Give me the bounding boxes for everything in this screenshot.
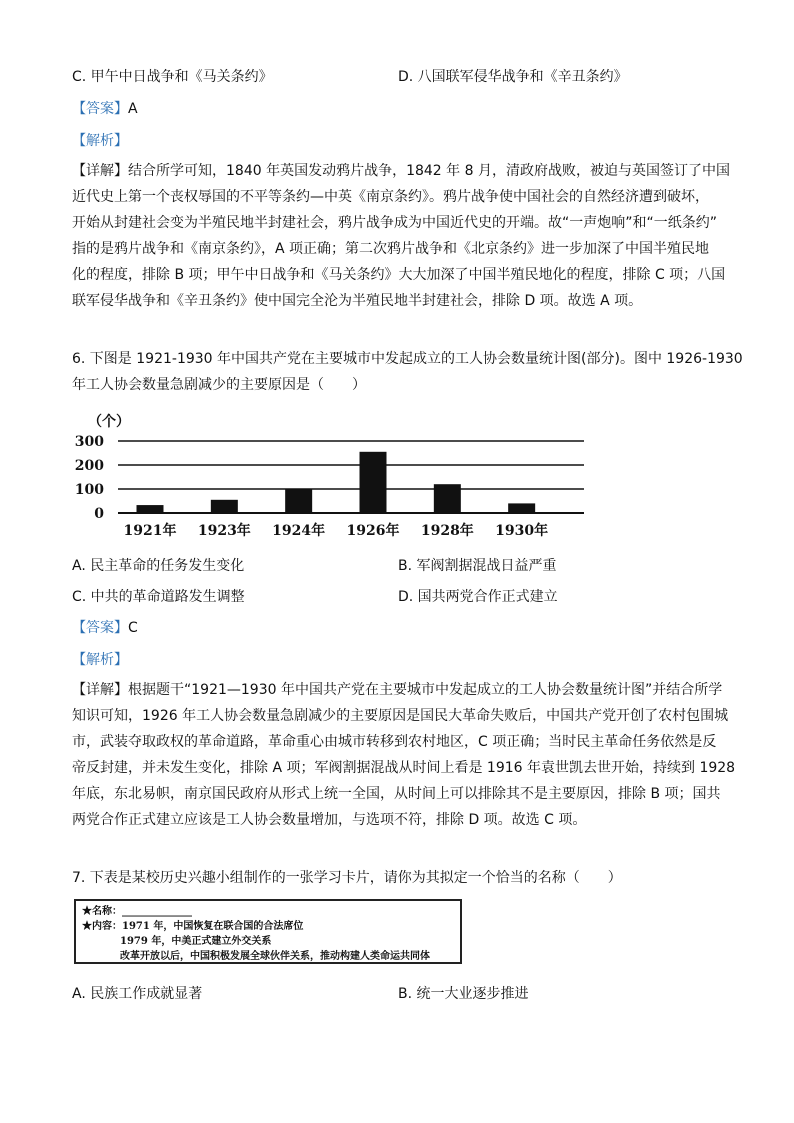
q7-stem: 7. 下表是某校历史兴趣小组制作的一张学习卡片，请你为其拟定一个恰当的名称（ ） xyxy=(72,870,622,886)
y-tick-label: 0 xyxy=(94,506,104,522)
stem-line: 6. 下图是 1921-1930 年中国共产党在主要城市中发起成立的工人协会数量统计图(部分)。图中 1926-1930 xyxy=(72,351,743,367)
bar-1926年 xyxy=(360,452,387,513)
card-name-label: ★名称： xyxy=(82,906,122,917)
y-tick-label: 300 xyxy=(74,434,104,450)
q6-stem xyxy=(72,346,743,398)
card-content-label: ★内容： xyxy=(82,921,122,932)
detail-line: 两党合作正式建立应该是工人协会数量增加，与选项不符，排除 D 项。故选 C 项。 xyxy=(72,812,587,828)
detail-line: 知识可知，1926 年工人协会数量急剧减少的主要原因是国民大革命失败后，中国共产党开创了农村包围城 xyxy=(72,708,729,724)
detail-line: 联军侵华战争和《辛丑条约》使中国完全沦为半殖民地半封建社会，排除 D 项。故选 A 项。 xyxy=(72,293,643,309)
bar-1928年 xyxy=(434,484,461,513)
detail-line: 近代史上第一个丧权辱国的不平等条约—中英《南京条约》。鸦片战争使中国社会的自然经济遭到破坏， xyxy=(72,189,709,205)
detail-line: 帝反封建，并未发生变化，排除 A 项；军阀割据混战从时间上看是 1916 年袁世凯去世开始，持续到 1928 xyxy=(72,760,736,776)
detail-line: 市，武装夺取政权的革命道路，革命重心由城市转移到农村地区，C 项正确；当时民主革命任务依然是反 xyxy=(72,734,717,750)
detail-line: 指的是鸦片战争和《南京条约》，A 项正确；第二次鸦片战争和《北京条约》进一步加深了中国半殖民地 xyxy=(72,241,710,257)
y-tick-label: 100 xyxy=(74,482,104,498)
q5-answer xyxy=(72,99,138,119)
answer-label: 【答案】 xyxy=(72,101,128,117)
answer-value: C xyxy=(128,620,138,636)
q5-detail xyxy=(72,158,730,314)
q6-option-b: B. 军阀割据混战日益严重 xyxy=(398,558,557,574)
answer-label: 【答案】 xyxy=(72,620,128,636)
card-name-row xyxy=(82,904,454,919)
detail-line: 开始从封建社会变为半殖民地半封建社会，鸦片战争成为中国近代史的开端。故“一声炮响”和“一纸条约” xyxy=(72,215,718,231)
q6-option-d: D. 国共两党合作正式建立 xyxy=(398,589,558,605)
bar-1924年 xyxy=(285,489,312,513)
y-axis-label: （个） xyxy=(88,414,130,430)
q6-option-a: A. 民主革命的任务发生变化 xyxy=(72,558,245,574)
card-line-1: 1971 年，中国恢复在联合国的合法席位 xyxy=(122,921,304,932)
x-tick-label: 1930年 xyxy=(495,523,549,538)
x-tick-label: 1924年 xyxy=(272,523,326,538)
q5-analysis-label: 【解析】 xyxy=(72,133,128,149)
q7-option-b: B. 统一大业逐步推进 xyxy=(398,986,529,1002)
x-tick-label: 1921年 xyxy=(123,523,177,538)
q5-option-c: C. 甲午中日战争和《马关条约》 xyxy=(72,69,273,85)
x-tick-label: 1923年 xyxy=(197,523,251,538)
bar-1930年 xyxy=(508,503,535,513)
q7-option-a: A. 民族工作成就显著 xyxy=(72,986,203,1002)
card-content-row xyxy=(82,919,454,934)
stem-line: 年工人协会数量急剧减少的主要原因是（ ） xyxy=(72,377,366,393)
q5-option-d: D. 八国联军侵华战争和《辛丑条约》 xyxy=(398,69,628,85)
detail-line: 化的程度，排除 B 项；甲午中日战争和《马关条约》大大加深了中国半殖民地化的程度，排除 C 项；八国 xyxy=(72,267,726,283)
bar-1921年 xyxy=(137,505,164,513)
q6-answer xyxy=(72,618,138,638)
union-count-bar-chart xyxy=(74,410,594,538)
y-tick-label: 200 xyxy=(74,458,104,474)
x-tick-label: 1928年 xyxy=(420,523,474,538)
detail-line: 【详解】结合所学可知，1840 年英国发动鸦片战争，1842 年 8 月，清政府战败，被迫与英国签订了中国 xyxy=(72,163,730,179)
q6-option-c: C. 中共的革命道路发生调整 xyxy=(72,589,245,605)
card-line-2: 1979 年，中美正式建立外交关系 xyxy=(120,936,272,947)
q6-detail xyxy=(72,677,736,833)
card-line-3: 改革开放以后，中国积极发展全球伙伴关系，推动构建人类命运共同体 xyxy=(120,951,430,962)
q6-analysis-label: 【解析】 xyxy=(72,652,128,668)
card-name-blank: ______________ xyxy=(122,906,192,917)
bar-1923年 xyxy=(211,500,238,513)
answer-value: A xyxy=(128,101,138,117)
detail-line: 【详解】根据题干“1921—1930 年中国共产党在主要城市中发起成立的工人协会数量统计图”并结合所学 xyxy=(72,682,723,698)
detail-line: 年底，东北易帜，南京国民政府从形式上统一全国，从时间上可以排除其不是主要原因，排除 B 项；国共 xyxy=(72,786,721,802)
study-card xyxy=(74,899,462,964)
x-tick-label: 1926年 xyxy=(346,523,400,538)
